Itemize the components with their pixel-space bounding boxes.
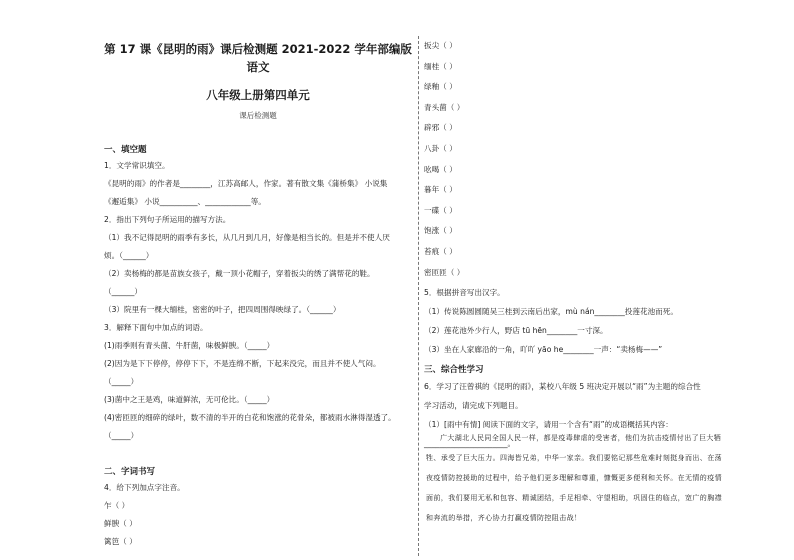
question-line: 烦。（______） bbox=[104, 251, 154, 260]
question-line: (4)密匝匝的细碎的绿叶，数不清的半开的白花和饱涨的花骨朵，都被雨水淋得湿透了。 bbox=[104, 413, 396, 422]
page-subtitle: 课后检测题 bbox=[239, 111, 277, 120]
reading-passage: 广大湖北人民同全国人民一样，都是疫毒肆虐的受害者，他们为抗击疫情付出了巨大牺牲、承受了巨大压力。四海皆兄弟，中华一家亲。我们要铭记那些危难时刻挺身而出、在荡夜疫情防控援助的过程中，给予他们更多理解和尊重，慷慨更多便利和关怀。在无情的疫情面前，我们要用无私和包容、精诚团结，手足相牵、守望相助，巩固住的临点，宽广的胸襟和奔流的举措，齐心协力打赢疫情防控阻击战！ bbox=[426, 434, 722, 522]
page-title-line2: 八年级上册第四单元 bbox=[206, 88, 310, 102]
pinyin-item: 绿釉（ ） bbox=[424, 82, 457, 92]
right-column bbox=[424, 40, 724, 457]
section-heading-fill-in: 一、填空题 bbox=[104, 145, 147, 155]
column-divider bbox=[418, 36, 419, 556]
pinyin-item: 鲜腴（ ） bbox=[104, 519, 137, 528]
pinyin-item: 一碟（ ） bbox=[424, 205, 457, 215]
pinyin-item: 缅桂（ ） bbox=[424, 61, 457, 71]
pinyin-item: 吆喝（ ） bbox=[424, 164, 457, 174]
question-line: （_____） bbox=[104, 431, 139, 440]
page-title: 第 17 课《昆明的雨》课后检测题 2021-2022 学年部编版语文 bbox=[104, 42, 412, 74]
question-line: 《邂逅集》 小说__________、____________等。 bbox=[104, 197, 266, 206]
question-line: 3．解释下面句中加点的词语。 bbox=[104, 323, 208, 332]
question-line: 《昆明的雨》的作者是________，江苏高邮人，作家。著有散文集《蒲桥集》 小说集 bbox=[104, 179, 388, 188]
section-heading-words: 二、字词书写 bbox=[104, 467, 156, 477]
pinyin-item: 篱笆（ ） bbox=[104, 537, 137, 546]
question-line: （1）我不记得昆明的雨季有多长，从几月到几月，好像是相当长的。但是并不使人厌 bbox=[104, 233, 390, 242]
pinyin-item: 乍（ ） bbox=[104, 501, 130, 510]
question-line: (3)菌中之王是鸡，味道鲜浓，无可伦比。（_____） bbox=[104, 395, 275, 404]
pinyin-item: 八卦（ ） bbox=[424, 143, 457, 153]
pinyin-item: 苔痕（ ） bbox=[424, 246, 457, 256]
question-line: (1)雨季则有青头菌、牛肝菌，味极鲜腴。（_____） bbox=[104, 341, 275, 350]
question-line: （2）莲花池外少行人，野店 tū hēn________一寸深。 bbox=[424, 326, 608, 336]
question-line: 1．文学常识填空。 bbox=[104, 161, 170, 170]
question-line: （______） bbox=[104, 287, 142, 296]
question-line: 6．学习了汪曾祺的《昆明的雨》，某校八年级 5 班决定开展以“雨”为主题的综合性 bbox=[424, 382, 701, 392]
question-line: 5．根据拼音写出汉字。 bbox=[424, 288, 505, 298]
question-line: （2）卖杨梅的都是苗族女孩子，戴一顶小花帽子，穿着扳尖的绣了满帮花的鞋。 bbox=[104, 269, 375, 278]
question-line: （_____） bbox=[104, 377, 139, 386]
pinyin-item: 辟邪（ ） bbox=[424, 123, 457, 133]
left-column bbox=[104, 40, 412, 554]
pinyin-item: 密匝匝（ ） bbox=[424, 267, 465, 277]
pinyin-item: 暮年（ ） bbox=[424, 185, 457, 195]
pinyin-item: 扳尖（ ） bbox=[424, 41, 457, 50]
section-heading-comprehensive: 三、综合性学习 bbox=[424, 365, 484, 376]
question-line: （3）坐在人家廊沿的一角，吖吖 yāo he________一声：“卖杨梅——” bbox=[424, 345, 663, 355]
question-line: （1）[雨中有情] 阅读下面的文字，请用一个含有“雨”的成语概括其内容： bbox=[424, 420, 673, 430]
pinyin-item: 饱涨（ ） bbox=[424, 226, 457, 236]
question-line: （3）院里有一棵大缅桂，密密的叶子，把四周围得映绿了。（______） bbox=[104, 305, 341, 314]
question-line: 4．给下列加点字注音。 bbox=[104, 483, 185, 492]
question-line: 2．指出下列句子所运用的描写方法。 bbox=[104, 215, 231, 224]
pinyin-item: 青头菌（ ） bbox=[424, 102, 465, 112]
question-line: 学习活动，请完成下列题目。 bbox=[424, 401, 523, 411]
question-line: （1）传说陈圆圆随吴三桂到云南后出家，mù nán________投莲花池而死。 bbox=[424, 307, 678, 317]
question-line: (2)因为是下下停停，停停下下，不是连绵不断，下起来没完，而且并不使人气闷。 bbox=[104, 359, 381, 368]
answer-blank: ______________________。 bbox=[424, 439, 516, 449]
